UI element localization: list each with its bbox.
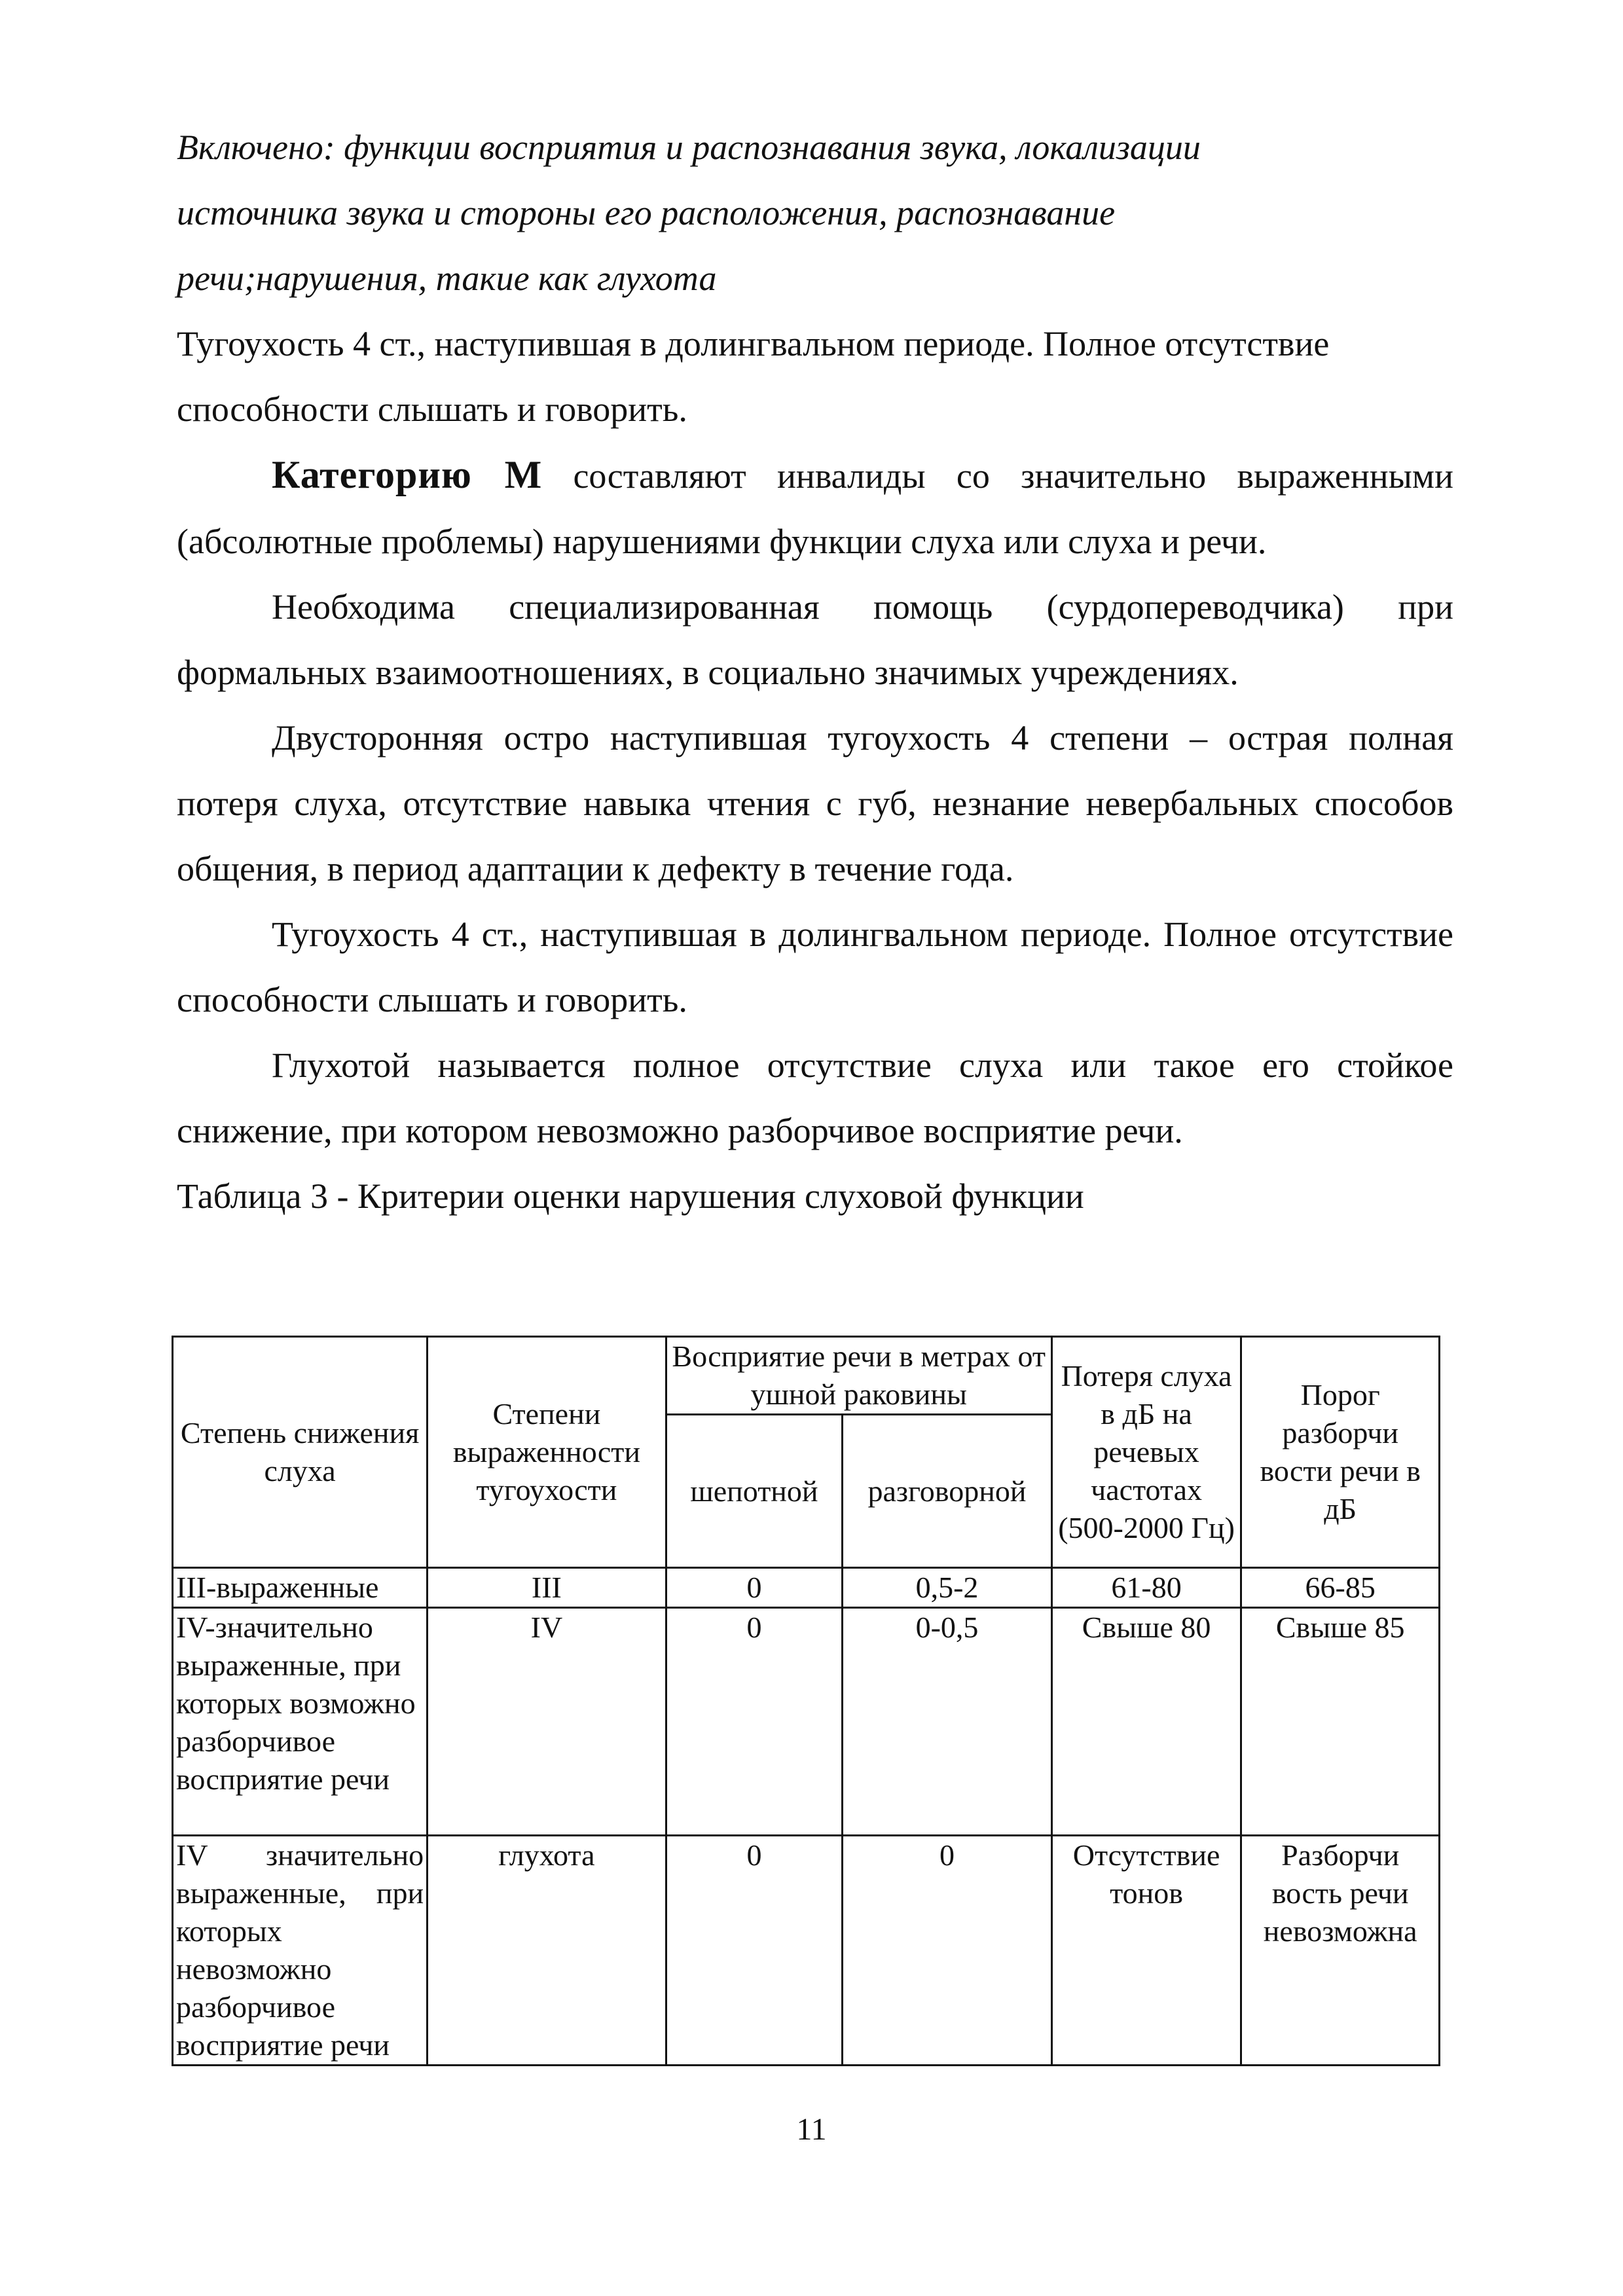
- category-heading: Категорию М: [272, 453, 543, 496]
- table-row: [173, 1836, 1440, 2066]
- paragraph-bilateral: Двусторонняя остро наступившая тугоухость 4 степени – острая полная потеря слуха, отсутствие навыка чтения с губ, незнание невербальных способов общения, в период адаптации к дефекту в течение года.: [177, 718, 1453, 888]
- row2-degree: IV-значительно выраженные, при которых возможно разборчивое восприятие речи: [173, 1608, 428, 1836]
- row1-threshold: 66-85: [1241, 1568, 1440, 1608]
- row2-severity: IV: [428, 1608, 666, 1836]
- row3-loss: Отсутствие тонов: [1051, 1836, 1241, 2066]
- paragraph-deafness-definition: Глухотой называется полное отсутствие слуха или такое его стойкое снижение, при котором невозможно разборчивое восприятие речи.: [177, 1046, 1453, 1150]
- intro-italic-line-1: Включено: функции восприятия и распознавания звука, локализации: [177, 128, 1201, 167]
- intro-plain-line-1: Тугоухость 4 ст., наступившая в долингвальном периоде. Полное отсутствие: [177, 324, 1330, 363]
- row2-conversational: 0-0,5: [843, 1608, 1052, 1836]
- row2-loss: Свыше 80: [1051, 1608, 1241, 1836]
- header-whisper: шепотной: [666, 1415, 843, 1568]
- row1-loss: 61-80: [1051, 1568, 1241, 1608]
- header-severity: Степени выраженности тугоухости: [428, 1337, 666, 1568]
- header-loss: Потеря слуха в дБ на речевых частотах (500-2000 Гц): [1051, 1337, 1241, 1568]
- category-paragraph: [177, 442, 1453, 574]
- row1-conversational: 0,5-2: [843, 1568, 1052, 1608]
- row2-threshold: Свыше 85: [1241, 1608, 1440, 1836]
- header-speech-perception: Восприятие речи в метрах от ушной раковины: [666, 1337, 1051, 1415]
- row3-degree: IV значительно выраженные, при которых невозможно разборчивое восприятие речи: [173, 1836, 428, 2066]
- row3-severity: глухота: [428, 1836, 666, 2066]
- row3-whisper: 0: [666, 1836, 843, 2066]
- intro-italic-line-2: источника звука и стороны его расположения, распознавание: [177, 193, 1116, 232]
- row1-whisper: 0: [666, 1568, 843, 1608]
- intro-plain-line-2: способности слышать и говорить.: [177, 390, 687, 429]
- category-text: составляют инвалиды со значительно выраженными (абсолютные проблемы) нарушениями функции слуха или слуха и речи.: [177, 456, 1453, 561]
- header-degree: Степень снижения слуха: [173, 1337, 428, 1568]
- intro-italic-line-3: речи;нарушения, такие как глухота: [177, 259, 717, 298]
- table-row: [173, 1608, 1440, 1836]
- table-caption: Таблица 3 - Критерии оценки нарушения слуховой функции: [177, 1176, 1084, 1216]
- row3-conversational: 0: [843, 1836, 1052, 2066]
- paragraph-prelingual: Тугоухость 4 ст., наступившая в долингвальном периоде. Полное отсутствие способности слышать и говорить.: [177, 915, 1453, 1019]
- row2-whisper: 0: [666, 1608, 843, 1836]
- row1-degree: III-выраженные: [173, 1568, 428, 1608]
- page-number: 11: [796, 2112, 827, 2147]
- row3-threshold: Разборчи вость речи невозможна: [1241, 1836, 1440, 2066]
- row1-severity: III: [428, 1568, 666, 1608]
- paragraph-help: Необходима специализированная помощь (сурдопереводчика) при формальных взаимоотношениях, в социально значимых учреждениях.: [177, 587, 1453, 692]
- document-page: [177, 115, 1453, 1229]
- table-row: [173, 1568, 1440, 1608]
- hearing-criteria-table: [172, 1336, 1440, 2066]
- header-conversational: разговорной: [843, 1415, 1052, 1568]
- header-threshold: Порог разборчи вости речи в дБ: [1241, 1337, 1440, 1568]
